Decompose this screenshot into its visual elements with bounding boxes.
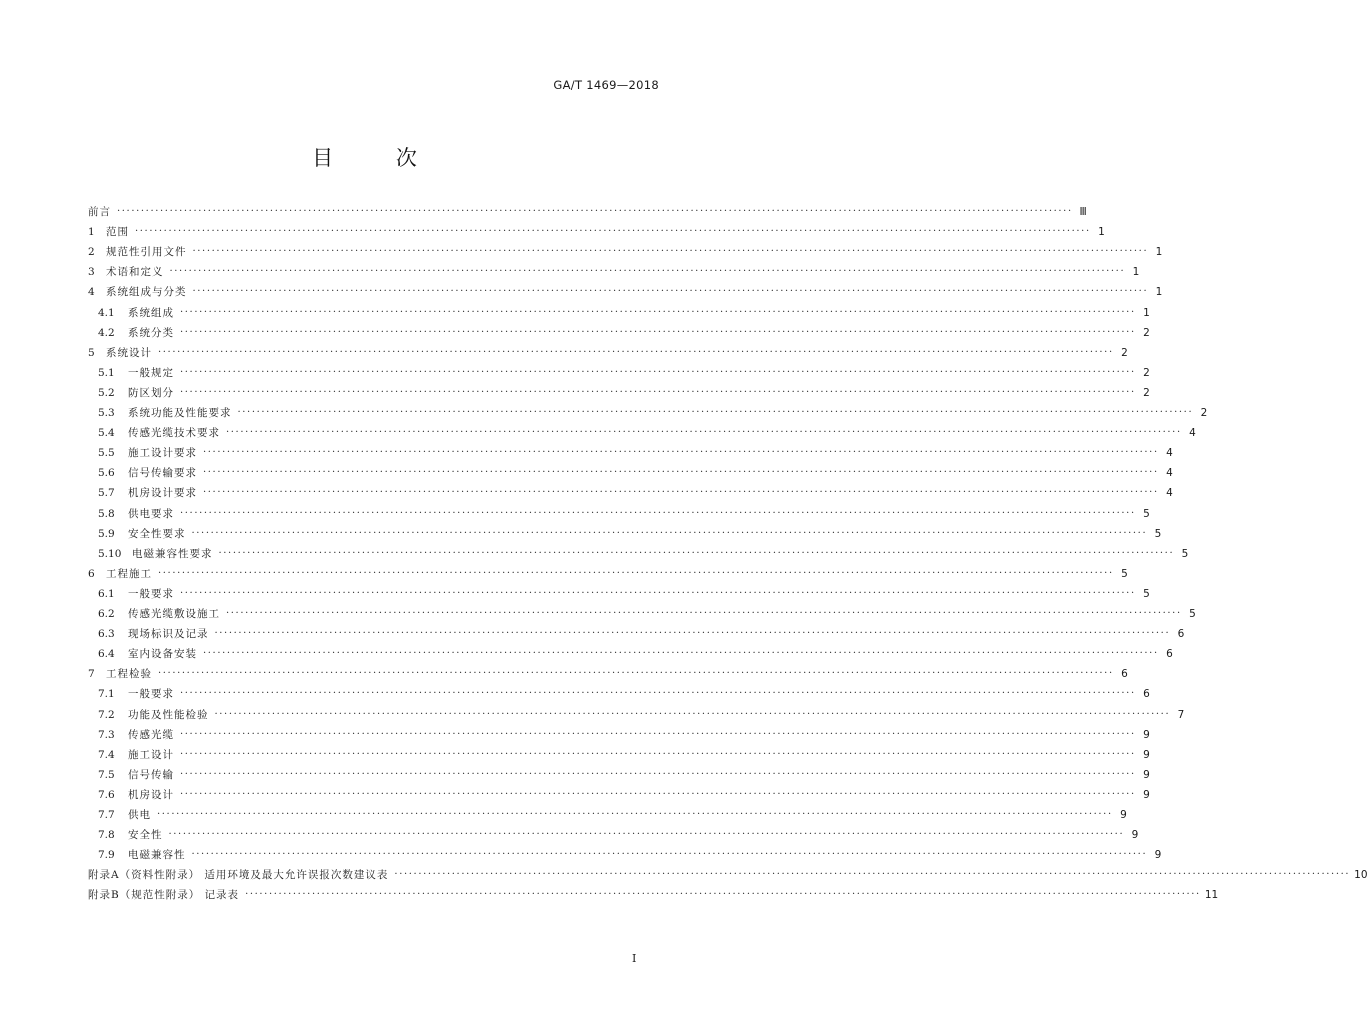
toc-entry-title: 施工设计 xyxy=(128,748,174,761)
toc-entry-number: 5.8 xyxy=(98,507,115,520)
toc-entry[interactable] xyxy=(98,681,1150,701)
dot-leader: ········································································································································································································ xyxy=(203,467,1159,479)
toc-entry-page: 7 xyxy=(1177,708,1185,721)
toc-entry-title: 工程检验 xyxy=(106,668,152,681)
toc-entry-title: 施工设计要求 xyxy=(128,447,197,460)
dot-leader: ········································································································································································································ xyxy=(192,246,1149,258)
toc-entry[interactable] xyxy=(98,320,1150,340)
toc-entry-number: 6.2 xyxy=(98,608,115,620)
toc-entry-page: 9 xyxy=(1143,768,1150,781)
toc-entry-page: 9 xyxy=(1120,809,1127,821)
toc-entry-page: 10 xyxy=(1354,869,1368,882)
dot-leader: ········································································································································································································ xyxy=(157,809,1113,820)
toc-entry-page: 2 xyxy=(1143,386,1150,399)
dot-leader: ········································································································································································································ xyxy=(192,286,1149,298)
toc-entry-number: 2 xyxy=(88,246,95,259)
dot-leader: ········································································································································································································ xyxy=(180,386,1136,398)
toc-entry[interactable] xyxy=(98,420,1196,440)
toc-entry[interactable] xyxy=(88,259,1140,279)
toc-entry-title: 系统功能及性能要求 xyxy=(128,407,232,419)
toc-entry[interactable] xyxy=(98,641,1173,661)
toc-entry[interactable] xyxy=(88,279,1163,299)
toc-entry-title: 传感光缆敷设施工 xyxy=(128,608,220,620)
dot-leader: ········································································································································································································ xyxy=(180,788,1136,800)
toc-entry-title: 术语和定义 xyxy=(106,266,164,279)
toc-entry-page: 4 xyxy=(1166,467,1173,480)
toc-entry-page: 1 xyxy=(1098,226,1105,239)
toc-entry-page: 2 xyxy=(1143,326,1150,339)
toc-entry[interactable] xyxy=(98,722,1150,742)
toc-entry-number: 6 xyxy=(88,567,95,580)
toc-entry[interactable] xyxy=(98,521,1162,541)
dot-leader: ········································································································································································································ xyxy=(158,346,1114,358)
dot-leader: ········································································································································································································ xyxy=(218,547,1175,559)
toc-entry-page: 5 xyxy=(1143,587,1150,600)
toc-entry-number: 7 xyxy=(88,668,95,681)
dot-leader: ········································································································································································································ xyxy=(226,427,1182,439)
toc-entry[interactable] xyxy=(98,581,1150,601)
toc-entry[interactable] xyxy=(98,702,1185,722)
toc-entry-number: 7.9 xyxy=(98,849,115,862)
toc-entry-number: 5.3 xyxy=(98,407,115,419)
toc-entry-number: 6.3 xyxy=(98,628,115,641)
toc-entry-page: 5 xyxy=(1143,507,1150,520)
toc-entry-page: 6 xyxy=(1166,648,1173,661)
toc-entry-title: 范围 xyxy=(106,226,129,239)
toc-entry-number: 4.2 xyxy=(98,326,115,339)
toc-entry-title: 电磁兼容性 xyxy=(128,849,186,862)
toc-entry-number: 7.3 xyxy=(98,728,115,741)
toc-entry-title: 功能及性能检验 xyxy=(128,708,209,721)
toc-entry-title: 供电要求 xyxy=(128,507,174,520)
dot-leader: ········································································································································································································ xyxy=(226,608,1182,619)
toc-entry-page: 1 xyxy=(1155,286,1163,299)
toc-entry-title: 安全性要求 xyxy=(128,527,186,540)
toc-entry-page: 4 xyxy=(1166,487,1173,500)
dot-leader: ········································································································································································································ xyxy=(168,829,1125,841)
toc-entry-page: 6 xyxy=(1177,628,1185,641)
toc-entry[interactable] xyxy=(98,541,1189,561)
toc-entry-title: 传感光缆 xyxy=(128,728,174,741)
toc-entry-page: 9 xyxy=(1154,849,1162,862)
dot-leader: ········································································································································································································ xyxy=(117,206,1073,217)
toc-entry-page: 9 xyxy=(1143,728,1150,741)
toc-entry-number: 7.2 xyxy=(98,708,115,721)
toc-entry-page: 2 xyxy=(1200,407,1208,419)
dot-leader: ········································································································································································································ xyxy=(214,708,1171,720)
toc-entry-title: 信号传输要求 xyxy=(128,467,197,480)
toc-entry[interactable] xyxy=(88,219,1105,239)
toc-entry-title: 一般规定 xyxy=(128,366,174,379)
toc-entry-number: 5.1 xyxy=(98,366,115,379)
toc-entry-title: 前言 xyxy=(88,206,111,218)
toc-entry-title: 系统组成与分类 xyxy=(106,286,187,299)
toc-entry[interactable] xyxy=(88,199,1087,219)
standard-code: GA/T 1469—2018 xyxy=(553,78,659,92)
dot-leader: ········································································································································································································ xyxy=(180,587,1136,599)
toc-entry[interactable] xyxy=(98,742,1150,762)
toc-entry-title: 附录B（规范性附录） 记录表 xyxy=(88,889,240,902)
toc-entry-page: 1 xyxy=(1155,246,1163,259)
toc-entry[interactable] xyxy=(98,480,1173,500)
dot-leader: ········································································································································································································ xyxy=(191,849,1148,861)
toc-entry[interactable] xyxy=(98,501,1150,521)
toc-entry-title: 现场标识及记录 xyxy=(128,628,209,641)
toc-entry-page: 2 xyxy=(1121,346,1128,359)
toc-entry-page: 2 xyxy=(1143,366,1150,379)
dot-leader: ········································································································································································································ xyxy=(180,768,1136,780)
page-number: I xyxy=(632,952,637,965)
dot-leader: ········································································································································································································ xyxy=(203,648,1159,660)
dot-leader: ········································································································································································································ xyxy=(191,527,1148,539)
toc-entry-title: 系统组成 xyxy=(128,306,174,319)
page-title: 目 次 xyxy=(312,146,445,170)
toc-entry[interactable] xyxy=(98,300,1150,320)
toc-entry-title: 系统设计 xyxy=(106,346,152,359)
toc-entry-page: 5 xyxy=(1189,608,1196,620)
toc-entry[interactable] xyxy=(98,360,1150,380)
toc-entry-number: 5.4 xyxy=(98,427,115,440)
dot-leader: ········································································································································································································ xyxy=(394,869,1351,881)
dot-leader: ········································································································································································································ xyxy=(245,889,1201,901)
toc-entry-page: 5 xyxy=(1181,547,1189,560)
toc-entry-title: 一般要求 xyxy=(128,587,174,600)
dot-leader: ········································································································································································································ xyxy=(158,567,1114,579)
toc-entry[interactable] xyxy=(98,782,1150,802)
dot-leader: ········································································································································································································ xyxy=(180,688,1136,700)
dot-leader: ········································································································································································································ xyxy=(214,628,1171,640)
dot-leader: ········································································································································································································ xyxy=(180,306,1136,318)
toc-entry[interactable] xyxy=(98,822,1139,842)
dot-leader: ········································································································································································································ xyxy=(180,728,1136,740)
toc-entry-page: 1 xyxy=(1143,306,1150,319)
toc-entry-title: 机房设计要求 xyxy=(128,487,197,500)
toc-entry-number: 6.1 xyxy=(98,587,115,600)
toc-entry-number: 3 xyxy=(88,266,95,279)
toc-entry-number: 4 xyxy=(88,286,95,299)
toc-entry[interactable] xyxy=(88,862,1368,882)
toc-entry[interactable] xyxy=(98,400,1208,420)
toc-entry-number: 6.4 xyxy=(98,648,115,661)
toc-entry[interactable] xyxy=(98,762,1150,782)
dot-leader: ········································································································································································································ xyxy=(180,748,1136,760)
toc-entry[interactable] xyxy=(98,460,1173,480)
toc-entry-title: 系统分类 xyxy=(128,326,174,339)
toc-entry[interactable] xyxy=(88,239,1163,259)
toc-entry-title: 附录A（资料性附录） 适用环境及最大允许误报次数建议表 xyxy=(88,869,389,882)
toc-entry-page: 9 xyxy=(1131,829,1139,842)
toc-entry-page: 5 xyxy=(1121,567,1128,580)
toc-entry-number: 5.6 xyxy=(98,467,115,480)
toc-entry-page: 9 xyxy=(1143,788,1150,801)
toc-entry-number: 7.6 xyxy=(98,788,115,801)
dot-leader: ········································································································································································································ xyxy=(135,226,1091,238)
toc-entry-page: 9 xyxy=(1143,748,1150,761)
toc-entry-page: Ⅲ xyxy=(1079,206,1087,218)
toc-entry-title: 室内设备安装 xyxy=(128,648,197,661)
toc-entry-title: 传感光缆技术要求 xyxy=(128,427,220,440)
toc-entry-number: 5.2 xyxy=(98,386,115,399)
toc-entry-page: 4 xyxy=(1189,427,1196,440)
toc-entry-number: 5 xyxy=(88,346,95,359)
dot-leader: ········································································································································································································ xyxy=(203,447,1159,459)
toc-entry-title: 防区划分 xyxy=(128,386,174,399)
dot-leader: ········································································································································································································ xyxy=(180,507,1136,519)
toc-entry-title: 工程施工 xyxy=(106,567,152,580)
toc-entry[interactable] xyxy=(88,561,1128,581)
dot-leader: ········································································································································································································ xyxy=(180,366,1136,378)
toc-entry-title: 信号传输 xyxy=(128,768,174,781)
toc-entry-number: 7.1 xyxy=(98,688,115,701)
toc-entry-page: 5 xyxy=(1154,527,1162,540)
toc-entry-number: 7.7 xyxy=(98,809,115,821)
toc-entry-number: 7.8 xyxy=(98,829,115,842)
toc-entry-title: 机房设计 xyxy=(128,788,174,801)
toc-entry-title: 一般要求 xyxy=(128,688,174,701)
dot-leader: ········································································································································································································ xyxy=(158,668,1114,680)
toc-entry[interactable] xyxy=(98,380,1150,400)
toc-entry-title: 电磁兼容性要求 xyxy=(132,547,213,560)
toc-entry-number: 5.10 xyxy=(98,547,122,560)
toc-entry-page: 11 xyxy=(1204,889,1219,902)
toc-entry-number: 7.5 xyxy=(98,768,115,781)
toc-entry-title: 供电 xyxy=(128,809,151,821)
toc-entry[interactable] xyxy=(88,882,1219,902)
toc-entry-page: 6 xyxy=(1121,668,1128,681)
dot-leader: ········································································································································································································ xyxy=(169,266,1126,278)
dot-leader: ········································································································································································································ xyxy=(237,407,1194,418)
toc-entry-page: 1 xyxy=(1132,266,1140,279)
toc-entry[interactable] xyxy=(88,661,1128,681)
toc-entry-page: 4 xyxy=(1166,447,1173,460)
toc-entry-number: 5.7 xyxy=(98,487,115,500)
toc-entry-number: 5.9 xyxy=(98,527,115,540)
toc-entry[interactable] xyxy=(98,802,1127,822)
dot-leader: ········································································································································································································ xyxy=(180,326,1136,338)
toc-entry[interactable] xyxy=(88,340,1128,360)
toc-entry-number: 4.1 xyxy=(98,306,115,319)
toc-entry-number: 5.5 xyxy=(98,447,115,460)
toc-entry-title: 安全性 xyxy=(128,829,163,842)
toc-entry[interactable] xyxy=(98,842,1162,862)
toc-entry-number: 1 xyxy=(88,226,95,239)
toc-entry-page: 6 xyxy=(1143,688,1150,701)
toc-entry-title: 规范性引用文件 xyxy=(106,246,187,259)
toc-entry[interactable] xyxy=(98,440,1173,460)
toc-entry[interactable] xyxy=(98,601,1196,621)
dot-leader: ········································································································································································································ xyxy=(203,487,1159,499)
toc-entry[interactable] xyxy=(98,621,1185,641)
toc-entry-number: 7.4 xyxy=(98,748,115,761)
